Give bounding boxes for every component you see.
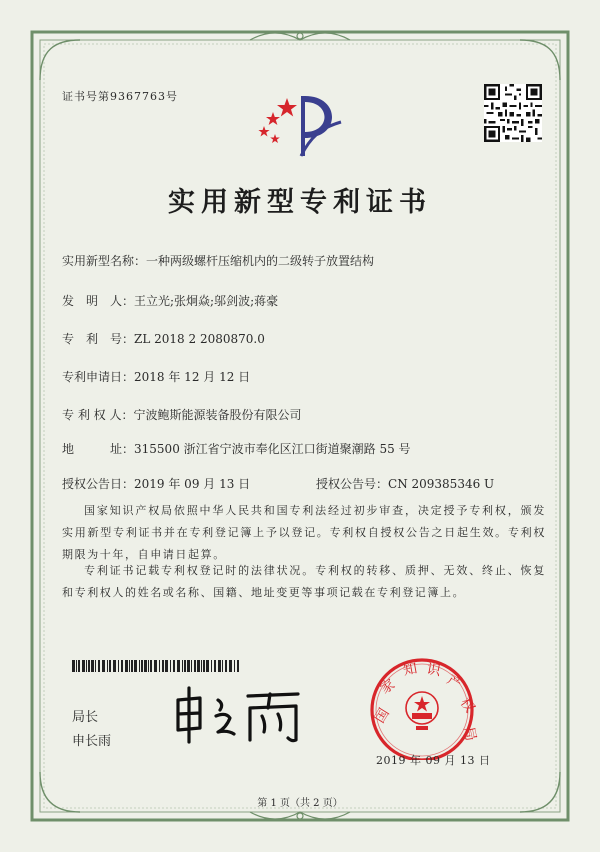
svg-text:家: 家 [377,676,398,698]
svg-text:知: 知 [401,660,419,679]
field-application-date [62,368,250,385]
field-label: 专 利 号： [62,332,135,346]
field-label: 授权公告号： [316,477,389,491]
svg-text:产: 产 [443,671,465,693]
handwritten-signature [170,686,320,746]
certificate-number: 证书号第9367763号 [62,90,178,103]
field-label: 专 利 权 人： [62,408,134,422]
field-inventors [62,292,278,309]
page-number: 第 1 页（共 2 页） [257,798,343,809]
patent-office-logo-icon [255,88,345,160]
field-utility-model-name [62,252,374,269]
legal-status-paragraph: 专利证书记载专利权登记时的法律状况。专利权的转移、质押、无效、终止、恢复和专利权人的姓名或名称、国籍、地址变更等事项记载在专利登记簿上。 [62,564,546,599]
svg-text:国: 国 [371,705,393,727]
field-address [62,440,411,457]
field-patent-number [62,330,265,347]
qr-code-icon [484,84,542,142]
svg-text:识: 识 [425,661,442,680]
official-seal-icon [360,650,485,760]
field-label: 授权公告日： [62,477,135,491]
field-grant-number [316,475,494,492]
field-value: 宁波鲍斯能源装备股份有限公司 [133,408,302,422]
field-value: 王立光;张炯焱;邬剑波;蒋豪 [134,294,279,308]
grant-statement-paragraph: 国家知识产权局依照中华人民共和国专利法经过初步审查，决定授予专利权，颁发实用新型专利证书并在专利登记簿上予以登记。专利权自授权公告之日起生效。专利权期限为十年，自申请日起算。 [62,504,546,561]
signer-name: 申长雨 [72,734,112,749]
field-label: 发 明 人： [62,294,135,308]
barcode-icon [72,660,242,672]
field-value: ZL 2018 2 2080870.0 [134,332,265,346]
field-label: 实用新型名称： [62,254,147,268]
field-value: 一种两级螺杆压缩机内的二级转子放置结构 [146,254,375,268]
field-value: 2019 年 09 月 13 日 [134,477,251,491]
svg-text:局: 局 [460,725,479,743]
field-grant-date [62,475,250,492]
field-patentee [62,406,301,423]
field-value: 315500 浙江省宁波市奉化区江口街道聚潮路 55 号 [134,442,411,456]
field-label: 专利申请日： [62,370,135,384]
signer-title: 局长 [72,710,99,725]
certificate-title: 实用新型专利证书 [168,187,432,218]
field-value: CN 209385346 U [388,477,495,491]
seal-date: 2019 年 09 月 13 日 [376,754,491,767]
field-value: 2018 年 12 月 12 日 [134,370,251,384]
field-label: 地 址： [62,442,135,456]
svg-text:权: 权 [456,695,478,716]
